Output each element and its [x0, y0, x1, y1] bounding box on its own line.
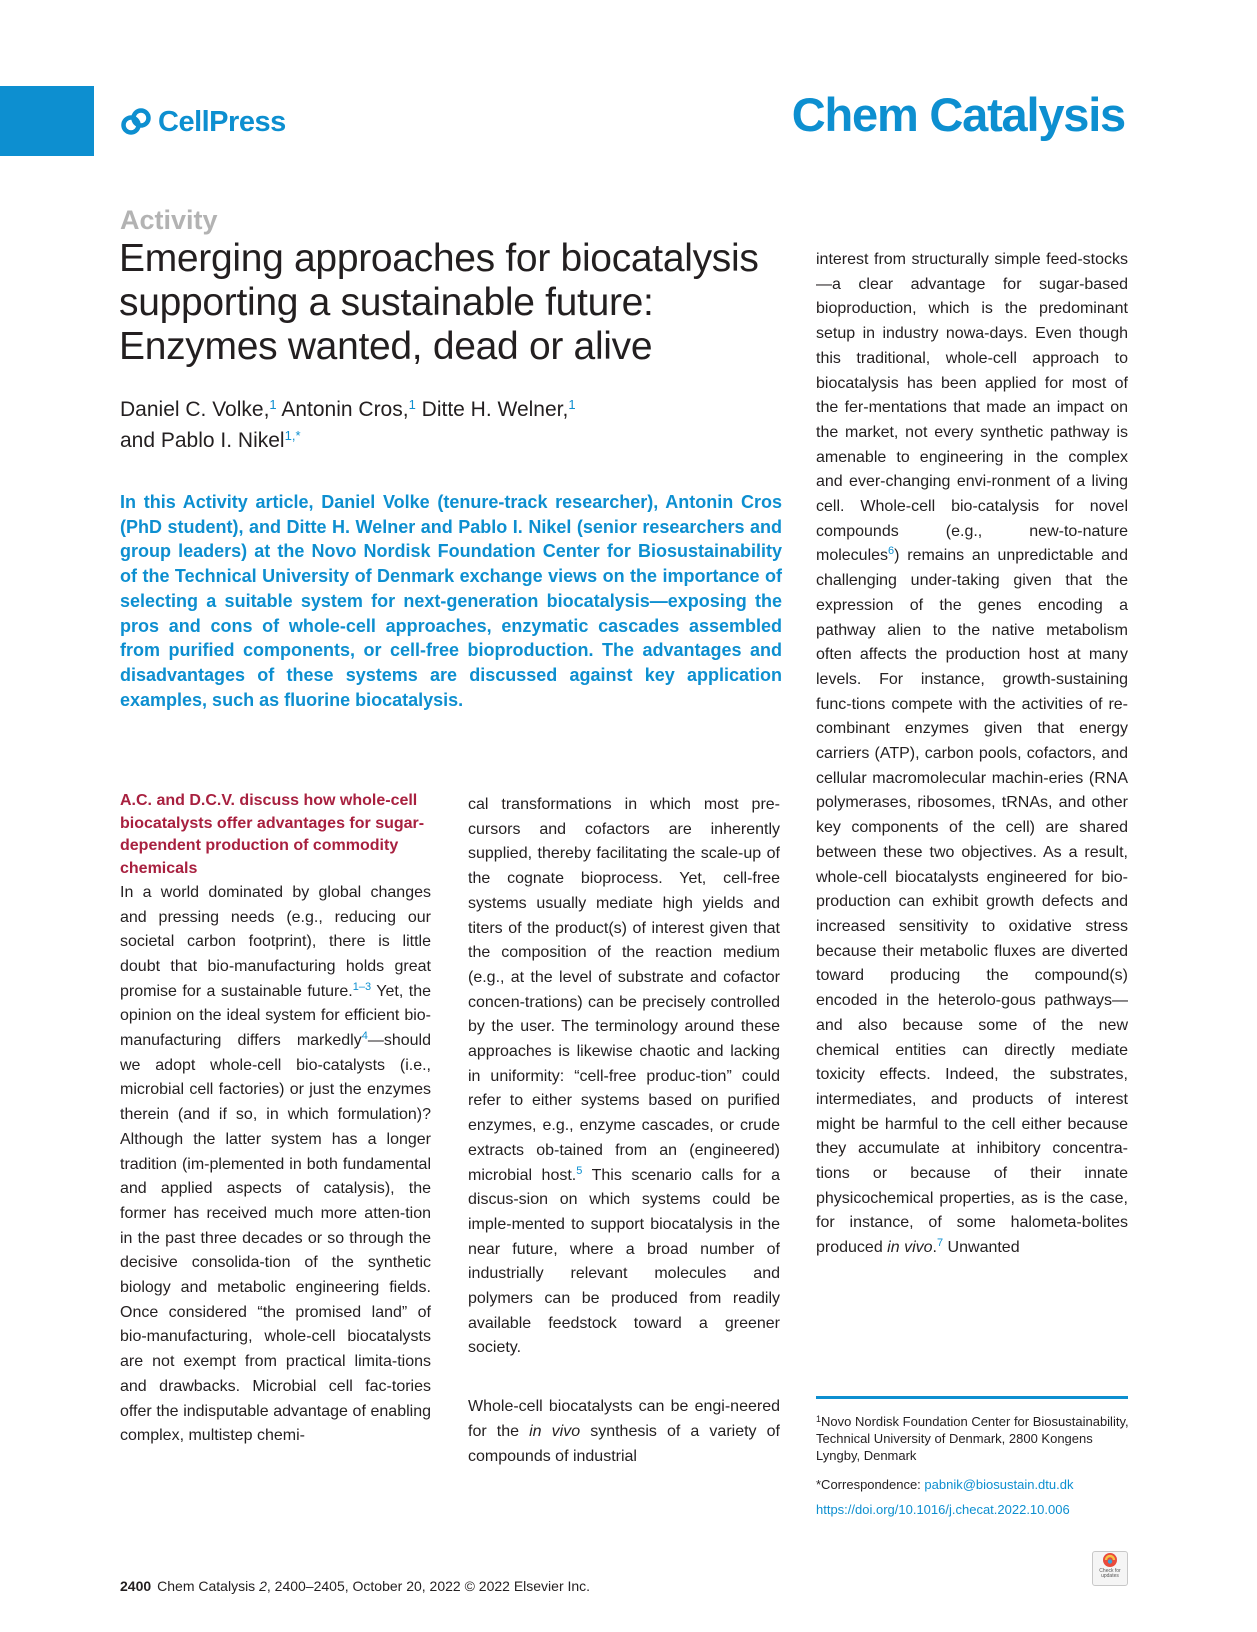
- journal-title[interactable]: Chem Catalysis: [791, 88, 1125, 141]
- article-title: Emerging approaches for biocatalysis supporting a sustainable future: Enzymes wanted, dead or alive: [119, 237, 759, 368]
- emphasis-text: in vivo: [529, 1422, 581, 1440]
- emphasis-text: in vivo: [887, 1239, 933, 1257]
- correspondence-email-link[interactable]: pabnik@biosustain.dtu.dk: [924, 1477, 1074, 1492]
- cellpress-logo-icon: [120, 106, 152, 138]
- footer-volume: 2: [259, 1578, 267, 1594]
- body-text: This scenario calls for a discus-sion on which systems could be imple-mented to support biocatalysis in the near future, where a broad number of industrially relevant molecules and polymers can be produced from readily available feedstock toward a greener society.: [468, 1166, 780, 1357]
- publisher-logo[interactable]: [120, 105, 286, 139]
- body-column-2: [468, 793, 780, 1469]
- author-name: and Pablo I. Nikel: [120, 429, 285, 452]
- body-paragraph: [120, 881, 431, 1449]
- body-text: —should we adopt whole-cell bio-catalysts (i.e., microbial cell factories) or just the enzymes therein (and if so, in which formulation)? Although the latter system has a longer tradition (im-plemented in both fundamental and applied aspects of catalysis), the former has received much more atten-tion in the past three decades or so through the decisive consolida-tion of the synthetic biology and metabolic engineering fields. Once considered “the promised land” of bio-manufacturing, whole-cell biocatalysts are not exempt from practical limita-tions and drawbacks. Microbial cell fac-tories offer the indisputable advantage of enabling complex, multistep chemi-: [120, 1032, 431, 1445]
- body-text: Whole-cell biocatalysts can be engi-neered for the: [468, 1398, 780, 1440]
- affiliation-mark[interactable]: 1: [568, 397, 576, 412]
- footnote-divider: [816, 1396, 1128, 1399]
- body-text: In a world dominated by global changes and pressing needs (e.g., reducing our societal carbon footprint), there is little doubt that bio-manufacturing holds great promise for a sustainable future.: [120, 883, 431, 1000]
- doi-link[interactable]: https://doi.org/10.1016/j.checat.2022.10.006: [816, 1502, 1070, 1517]
- check-updates-label: Check for updates: [1099, 1568, 1121, 1579]
- check-updates-icon: [1102, 1552, 1118, 1568]
- author-name: Daniel C. Volke,: [120, 398, 270, 421]
- section-heading: A.C. and D.C.V. discuss how whole-cell biocatalysts offer advantages for sugar-dependent production of commodity chemicals: [120, 792, 425, 878]
- correspondence-label: *Correspondence:: [816, 1477, 925, 1492]
- footer-journal: Chem Catalysis: [157, 1578, 260, 1594]
- page-footer: [120, 1578, 590, 1594]
- affiliation-text: Novo Nordisk Foundation Center for Biosustainability, Technical University of Denmark, 2800 Kongens Lyngby, Denmark: [816, 1414, 1129, 1463]
- body-text: .: [932, 1239, 937, 1257]
- body-column-3: [816, 248, 1128, 1261]
- check-for-updates-badge[interactable]: [1092, 1551, 1128, 1586]
- reference-link[interactable]: 4: [361, 1030, 368, 1043]
- body-column-1: [120, 790, 431, 1449]
- affiliation-mark[interactable]: 1,*: [284, 428, 301, 443]
- body-text: Unwanted: [943, 1239, 1020, 1257]
- body-text: ) remains an unpredictable and challenging under-taking given that the expression of the genes encoding a pathway alien to the native metabolism often affects the production host at many levels. For instance, growth-sustaining func-tions compete with the activities of re-combinant enzymes given that energy carriers (ATP), carbon pools, cofactors, and cellular macromolecular machin-eries (RNA polymerases, ribosomes, tRNAs, and other key components of the cell) are shared between these two objectives. As a result, whole-cell biocatalysts engineered for bio-production can exhibit growth defects and increased sensitivity to oxidative stress because their metabolic fluxes are diverted toward producing the compound(s) encoded in the heterolo-gous pathways—and also because some of the new chemical entities can directly mediate toxicity effects. Indeed, the substrates, intermediates, and products of interest might be harmful to the cell either because they accumulate at inhibitory concentra-tions or because of their innate physicochemical properties, as is the case, for instance, of some halometa-bolites produced: [816, 547, 1128, 1257]
- author-name: Antonin Cros,: [281, 398, 409, 421]
- body-paragraph: [468, 793, 780, 1361]
- correspondence-note: [816, 1476, 1073, 1493]
- publisher-name: CellPress: [158, 105, 286, 138]
- body-text: synthesis of a variety of compounds of industrial: [468, 1422, 780, 1465]
- author-name: Ditte H. Welner,: [421, 398, 569, 421]
- affiliation-note: [816, 1413, 1136, 1464]
- page-number: 2400: [120, 1578, 152, 1594]
- header-accent-bar: [0, 86, 94, 156]
- abstract: In this Activity article, Daniel Volke (tenure-track researcher), Antonin Cros (PhD student), and Ditte H. Welner and Pablo I. Nikel (senior researchers and group leaders) at the Novo Nordisk Foundation Center for Biosustainability of the Technical University of Denmark exchange views on the importance of selecting a suitable system for next-generation biocatalysis—exposing the pros and cons of whole-cell approaches, enzymatic cascades assembled from purified components, or cell-free bioproduction. The advantages and disadvantages of these systems are discussed against key application examples, such as fluorine biocatalysis.: [120, 492, 782, 710]
- body-paragraph: [468, 1395, 780, 1469]
- reference-link[interactable]: 7: [936, 1237, 944, 1250]
- author-list: [120, 394, 780, 456]
- affiliation-mark[interactable]: 1: [408, 397, 416, 412]
- affiliation-mark[interactable]: 1: [269, 397, 277, 412]
- body-paragraph: [816, 248, 1128, 1261]
- footer-citation: , 2400–2405, October 20, 2022 © 2022 Elsevier Inc.: [266, 1578, 591, 1594]
- affiliation-mark: 1: [816, 1414, 822, 1424]
- reference-link[interactable]: 1–3: [352, 980, 372, 993]
- body-text: interest from structurally simple feed-stocks—a clear advantage for sugar-based bioproduction, which is the predominant setup in industry nowa-days. Even though this traditional, whole-cell approach to biocatalysis has been applied for most of the fer-mentations that made an impact on the market, not every synthetic pathway is amenable to engineering in the complex and ever-changing envi-ronment of a living cell. Whole-cell bio-catalysis for novel compounds (e.g., new-to-nature molecules: [816, 251, 1128, 565]
- article-category: Activity: [120, 205, 218, 235]
- reference-link[interactable]: 6: [888, 545, 895, 558]
- reference-link[interactable]: 5: [576, 1164, 583, 1177]
- body-text: Yet, the opinion on the ideal system for efficient bio-manufacturing differs markedly: [120, 982, 431, 1050]
- body-text: cal transformations in which most pre-cursors and cofactors are inherently supplied, thereby facilitating the scale-up of the cognate bioprocess. Yet, cell-free systems usually mediate high yields and titers of the product(s) of interest given that the composition of the reaction medium (e.g., at the level of substrate and cofactor concen-trations) can be precisely controlled by the user. The terminology around these approaches is likewise chaotic and lacking in uniformity: “cell-free produc-tion” could refer to either systems based on purified enzymes, e.g., enzyme cascades, or crude extracts ob-tained from an (engineered) microbial host.: [468, 796, 780, 1184]
